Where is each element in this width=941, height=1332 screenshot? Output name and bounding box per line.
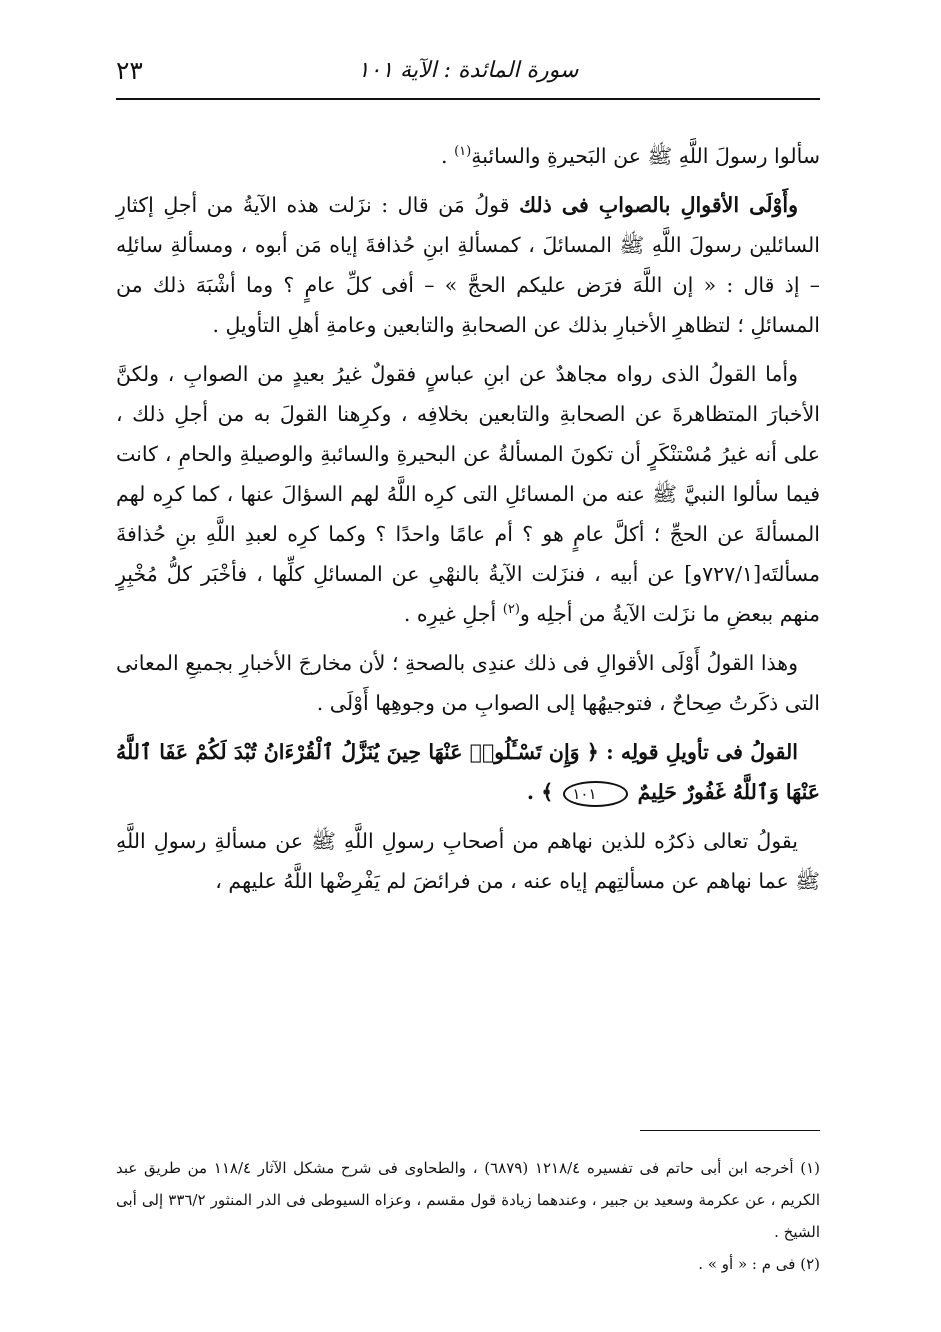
quran-verse: ﴿ وَإِن تَسْـَٔلُوا۟ عَنْهَا حِينَ يُنَزَّلُ ٱلْقُرْءَانُ تُبْدَ لَكُمْ عَفَا ٱللَّهُ عَنْهَا وَٱللَّهُ غَفُورٌ حَلِيمٌ <box>116 740 820 804</box>
footnote-2: (٢) فى م : « أو » . <box>698 1255 820 1273</box>
paragraph-6-text: يقولُ تعالى ذكرُه للذين نهاهم من أصحابِ رسولِ اللَّهِ ﷺ عن مسألةِ رسولِ اللَّهِ ﷺ عما نهاهم عن مسألتِهم إياه عنه ، من فرائضَ لم يَفْرِضْها اللَّهُ عليهم ، <box>116 829 820 893</box>
folio-marker: [٧٢٧/١و] <box>684 562 762 586</box>
paragraph-5 <box>116 732 820 812</box>
paragraph-3 <box>116 354 820 634</box>
page-header <box>116 52 820 92</box>
quran-verse-end: ﴾ . <box>526 780 561 804</box>
header-rule <box>116 98 820 100</box>
footnote-ref-2: (٢) <box>502 602 520 618</box>
footnote-rule <box>640 1130 820 1131</box>
paragraph-1 <box>116 136 820 176</box>
main-text <box>116 136 820 910</box>
paragraph-3-text-c: أجلِ غيرِه . <box>403 602 503 626</box>
footnote-ref-1: (١) <box>454 144 472 160</box>
paragraph-3-text-b: عن أبيه ، فنزَلت الآيةُ بالنهْىِ عن المسائلِ كلِّها ، فأخْبَر كلُّ مُخْبِرٍ منهم ببعضِ ما نزَلت الآيةُ من أجلِه و <box>116 562 820 626</box>
footnotes <box>116 1152 820 1280</box>
paragraph-3-text-a: وأما القولُ الذى رواه مجاهدٌ عن ابنِ عباسٍ فقولٌ غيرُ بعيدٍ من الصوابِ ، ولكنَّ الأخبارَ المتظاهرةَ عن الصحابةِ والتابعين بخلافِه ، وكرِهنا القولَ به من أجلِ ذلك ، على أنه غيرُ مُسْتنْكَرٍ أن تكونَ المسألةُ عن البحيرةِ والسائبةِ والوصيلةِ والحامِ ، كانت فيما سألوا النبيَّ ﷺ عنه من المسائلِ التى كرِه اللَّهُ لهم السؤالَ عنها ، كما كرِه لهم المسألةَ عن الحجِّ ؛ أكلَّ عامٍ هو ؟ أم عامًا واحدًا ؟ وكما كرِه لعبدِ اللَّهِ بنِ حُذافةَ مسألتَه <box>116 362 820 586</box>
running-title: سورة المائدة : الآية ١٠١ <box>357 58 579 83</box>
verse-number-badge: ١٠١ <box>563 781 627 807</box>
paragraph-2 <box>116 185 820 345</box>
paragraph-2-lead: وأَوْلَى الأقوالِ بالصوابِ فى ذلك <box>519 193 798 217</box>
paragraph-6 <box>116 821 820 901</box>
paragraph-4 <box>116 643 820 723</box>
paragraph-5-lead: القولُ فى تأويلِ قولِه : <box>606 740 798 764</box>
paragraph-4-text: وهذا القولُ أَوْلَى الأقوالِ فى ذلك عندِى بالصحةِ ؛ لأن مخارجَ الأخبارِ بجميعِ المعانى التى ذكَرتُ صِحاحٌ ، فتوجيهُها إلى الصوابِ من وجوهِها أَوْلَى . <box>116 651 820 715</box>
footnote-1: (١) أخرجه ابن أبى حاتم فى تفسيره ١٢١٨/٤ (٦٨٧٩) ، والطحاوى فى شرح مشكل الآثار ١١٨/٤ من طريق عبد الكريم ، عن عكرمة وسعيد بن جبير ، وعندهما زيادة قول مقسم ، وعزاه السيوطى فى الدر المنثور ٣٣٦/٢ إلى أبى الشيخ . <box>116 1159 821 1241</box>
paragraph-1-end: . <box>441 144 455 168</box>
page-number: ٢٣ <box>116 56 143 85</box>
paragraph-1-text: سألوا رسولَ اللَّهِ ﷺ عن البَحيرةِ والسائبةِ <box>471 144 820 168</box>
paragraph-2-text: قولُ مَن قال : نزَلت هذه الآيةُ من أجلِ إكثارِ السائلين رسولَ اللَّهِ ﷺ المسائلَ ، كمسألةِ ابنِ حُذافةَ إياه مَن أبوه ، ومسألةِ سائلِه – إذ قال : « إن اللَّهَ فرَض عليكم الحجَّ » – أفى كلِّ عامٍ ؟ وما أشْبَهَ ذلك من المسائلِ ؛ لتظاهرِ الأخبارِ بذلك عن الصحابةِ والتابعين وعامةِ أهلِ التأويلِ . <box>116 193 820 337</box>
